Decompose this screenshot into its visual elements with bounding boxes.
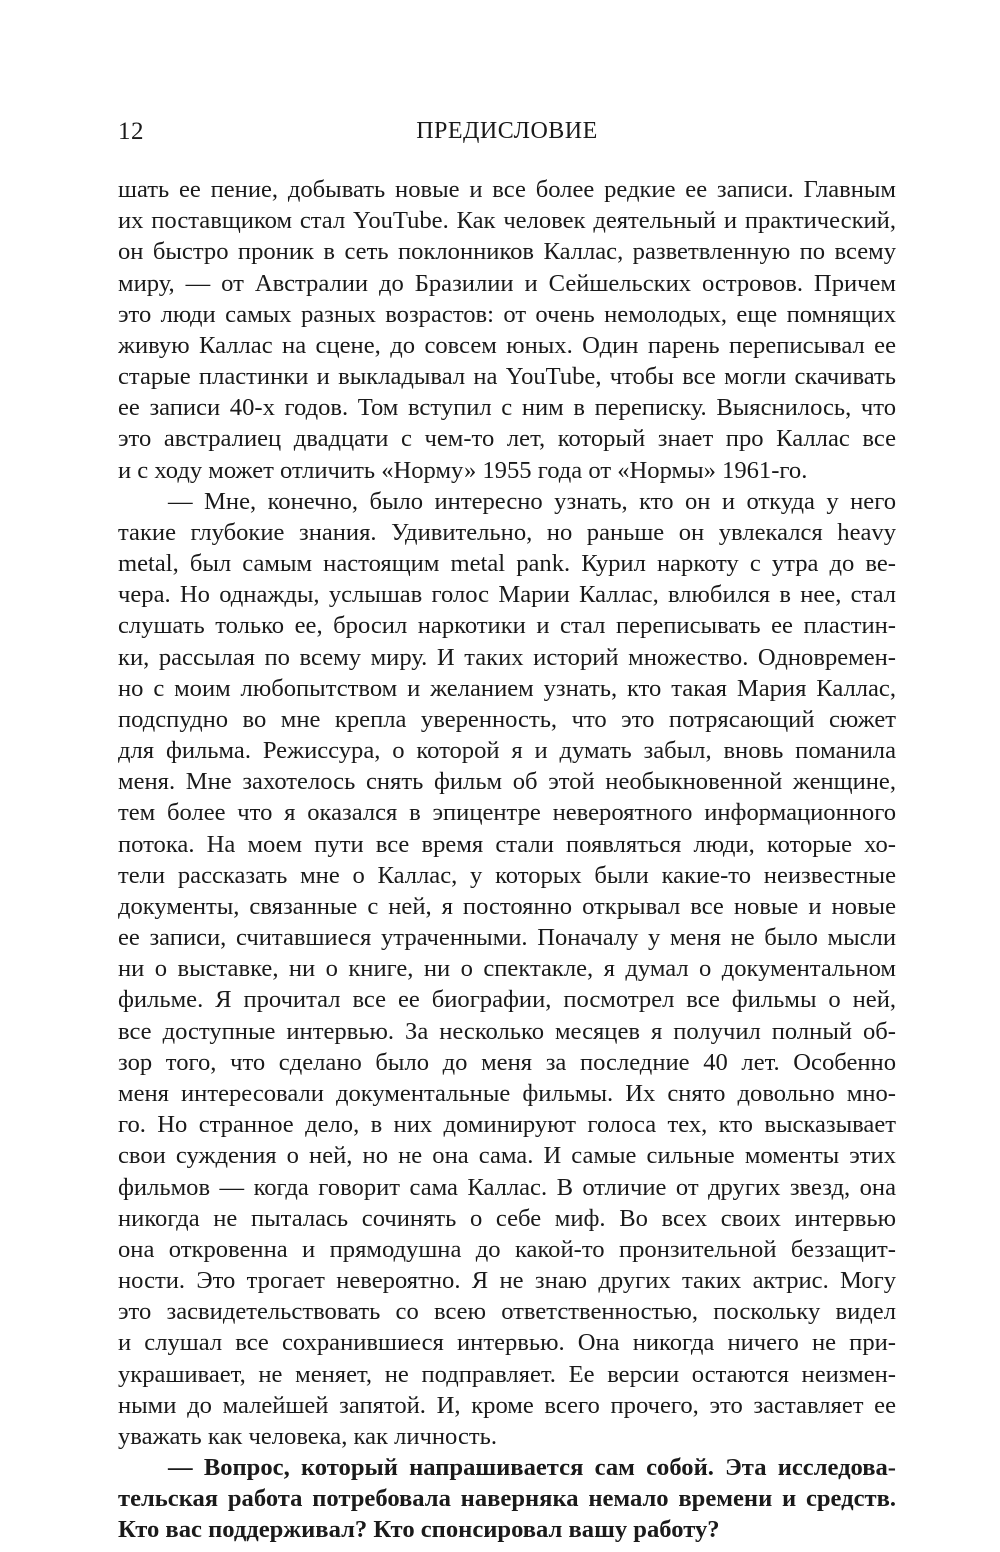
text-line: меня. Мне захотелось снять фильм об этой необыкновенной женщине, <box>118 768 896 796</box>
paragraph <box>118 174 896 486</box>
text-line: зор того, что сделано было до меня за последние 40 лет. Особенно <box>118 1048 896 1076</box>
text-line: она откровенна и прямодушна до какой-то пронзительной беззащит- <box>118 1235 896 1263</box>
running-title: ПРЕДИСЛОВИЕ <box>416 118 598 144</box>
text-line: все доступные интервью. За несколько месяцев я получил полный об- <box>118 1017 896 1045</box>
text-line: это люди самых разных возрастов: от очень немолодых, еще помнящих <box>118 300 896 328</box>
question-paragraph <box>118 1452 896 1546</box>
text-line: это австралиец двадцати с чем-то лет, который знает про Каллас все <box>118 425 896 453</box>
body-text <box>118 174 896 1546</box>
text-line: ее записи, считавшиеся утраченными. Поначалу у меня не было мысли <box>118 924 896 952</box>
text-line: ности. Это трогает невероятно. Я не знаю других таких актрис. Могу <box>118 1267 896 1295</box>
text-line: тели рассказать мне о Каллас, у которых были какие-то неизвестные <box>118 861 896 889</box>
paragraph <box>118 486 896 1452</box>
text-line: для фильма. Режиссура, о которой я и думать забыл, вновь поманила <box>118 737 896 765</box>
text-line: их поставщиком стал YouTube. Как человек деятельный и практический, <box>118 207 896 235</box>
text-line: уважать как человека, как личность. <box>118 1422 497 1450</box>
text-line: тем более что я оказался в эпицентре невероятного информационного <box>118 799 896 827</box>
page-header <box>118 118 896 152</box>
text-line: фильме. Я прочитал все ее биографии, посмотрел все фильмы о ней, <box>118 986 896 1014</box>
text-line: миру, — от Австралии до Бразилии и Сейшельских островов. Причем <box>118 269 896 297</box>
text-line: ки, рассылая по всему миру. И таких историй множество. Одновремен- <box>118 643 896 671</box>
text-line: он быстро проник в сеть поклонников Каллас, разветвленную по всему <box>118 238 896 266</box>
text-line: и с ходу может отличить «Норму» 1955 года от «Нормы» 1961-го. <box>118 456 808 484</box>
text-line: свои суждения о ней, но не она сама. И самые сильные моменты этих <box>118 1142 896 1170</box>
text-line: такие глубокие знания. Удивительно, но раньше он увлекался heavy <box>118 518 896 546</box>
text-line: ни о выставке, ни о книге, ни о спектакле, я думал о документальном <box>118 955 896 983</box>
text-line: подспудно во мне крепла уверенность, что это потрясающий сюжет <box>118 705 896 733</box>
text-line: и слушал все сохранившиеся интервью. Она никогда ничего не при- <box>118 1329 896 1357</box>
text-line: тельская работа потребовала наверняка немало времени и средств. <box>118 1485 896 1513</box>
text-line: ее записи 40-х годов. Том вступил с ним в переписку. Выяснилось, что <box>118 394 896 422</box>
text-line: украшивает, не меняет, не подправляет. Ее версии остаются неизмен- <box>118 1360 896 1388</box>
text-line: слушать только ее, бросил наркотики и стал переписывать ее пластин- <box>118 612 896 640</box>
text-line: живую Каллас на сцене, до совсем юных. Один парень переписывал ее <box>118 331 896 359</box>
text-line: это засвидетельствовать со всею ответственностью, поскольку видел <box>118 1298 896 1326</box>
text-line: ными до малейшей запятой. И, кроме всего прочего, это заставляет ее <box>118 1391 896 1419</box>
text-line: меня интересовали документальные фильмы. Их снято довольно мно- <box>118 1079 896 1107</box>
text-line: чера. Но однажды, услышав голос Марии Каллас, влюбился в нее, стал <box>118 581 896 609</box>
text-line: шать ее пение, добывать новые и все более редкие ее записи. Главным <box>118 176 896 203</box>
text-line: старые пластинки и выкладывал на YouTube, чтобы все могли скачивать <box>118 363 896 391</box>
text-line: документы, связанные с ней, я постоянно открывал все новые и новые <box>118 892 896 920</box>
text-line: metal, был самым настоящим metal pank. Курил наркоту с утра до ве- <box>118 550 896 578</box>
text-line: потока. На моем пути все время стали появляться люди, которые хо- <box>118 830 896 858</box>
text-line: — Мне, конечно, было интересно узнать, кто он и откуда у него <box>168 487 896 515</box>
text-line: — Вопрос, который напрашивается сам собой. Эта исследова- <box>168 1454 896 1482</box>
text-line: Кто вас поддерживал? Кто спонсировал вашу работу? <box>118 1516 720 1544</box>
text-line: го. Но странное дело, в них доминируют голоса тех, кто высказывает <box>118 1111 896 1139</box>
text-line: никогда не пыталась сочинять о себе миф. Во всех своих интервью <box>118 1204 896 1232</box>
text-line: фильмов — когда говорит сама Каллас. В отличие от других звезд, она <box>118 1173 896 1201</box>
page-number: 12 <box>118 118 144 145</box>
text-line: но с моим любопытством и желанием узнать, кто такая Мария Каллас, <box>118 674 896 702</box>
